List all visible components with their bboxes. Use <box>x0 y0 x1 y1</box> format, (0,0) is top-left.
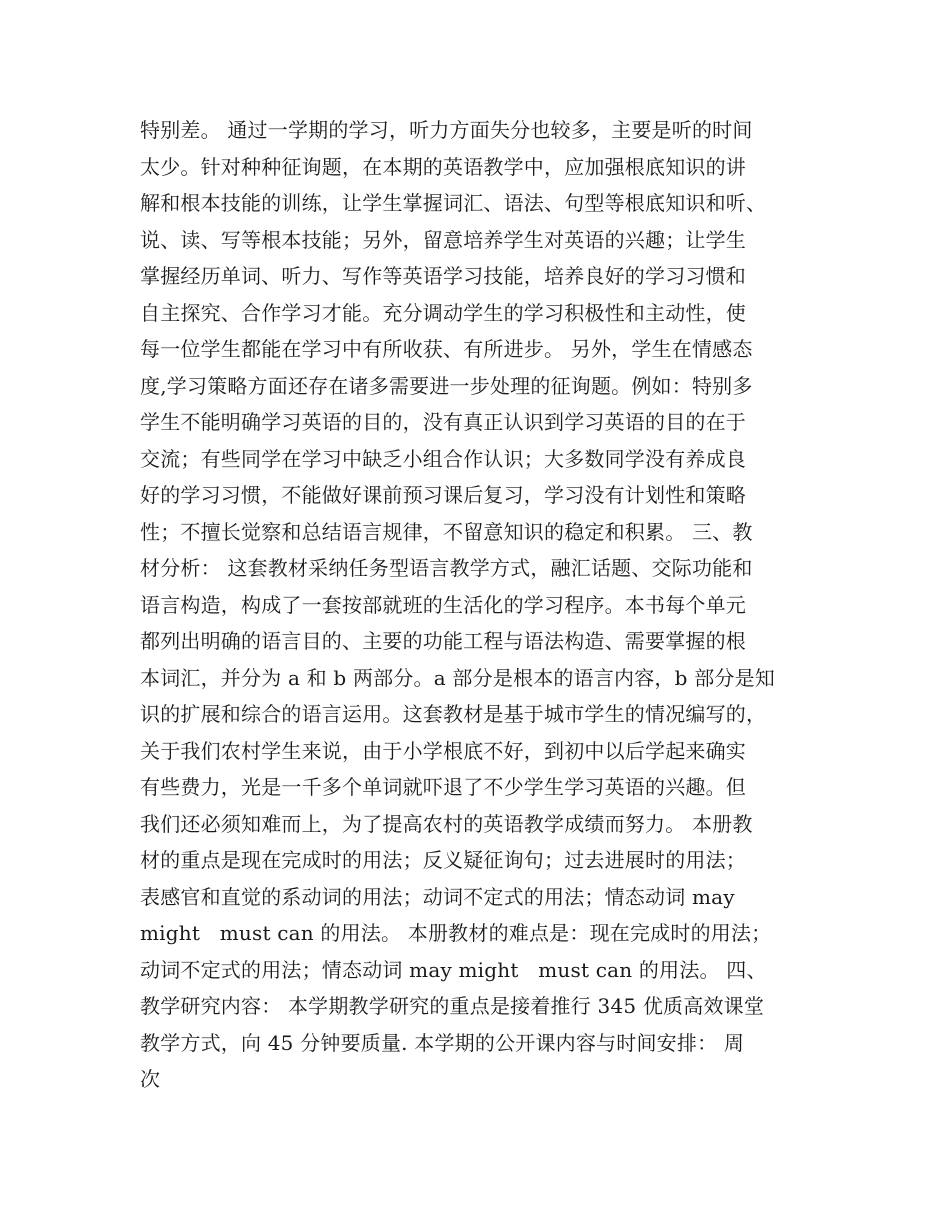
text-line: 关于我们农村学生来说，由于小学根底不好，到初中以后学起来确实 <box>140 738 746 763</box>
text-line: 好的学习习惯，不能做好课前预习课后复习，学习没有计划性和策略 <box>140 483 746 507</box>
text-line: 表感官和直觉的系动词的用法；动词不定式的用法；情态动词 may <box>140 884 735 909</box>
text-line: 教学方式，向 45 分钟要质量. 本学期的公开课内容与时间安排： 周 <box>140 1030 745 1055</box>
text-line: 太少。针对种种征询题，在本期的英语教学中，应加强根底知识的讲 <box>140 154 746 179</box>
text-line: 材分析： 这套教材采纳任务型语言教学方式，融汇话题、交际功能和 <box>140 556 753 580</box>
text-line: 次 <box>140 1067 161 1091</box>
text-line: might must can 的用法。 本册教材的难点是：现在完成时的用法； <box>140 921 772 945</box>
text-line: 每一位学生都能在学习中有所收获、有所进步。 另外，学生在情感态 <box>140 337 753 361</box>
text-line: 自主探究、合作学习才能。充分调动学生的学习积极性和主动性，使 <box>140 300 746 325</box>
text-line: 本词汇，并分为 a 和 b 两部分。a 部分是根本的语言内容，b 部分是知 <box>140 665 775 690</box>
body-text <box>140 112 820 1098</box>
text-line: 解和根本技能的训练，让学生掌握词汇、语法、句型等根底知识和听、 <box>140 191 767 215</box>
text-line: 特别差。 通过一学期的学习，听力方面失分也较多，主要是听的时间 <box>140 118 753 142</box>
text-line: 说、读、写等根本技能；另外，留意培养学生对英语的兴趣；让学生 <box>140 227 746 252</box>
text-line: 交流；有些同学在学习中缺乏小组合作认识；大多数同学没有养成良 <box>140 446 746 471</box>
text-line: 掌握经历单词、听力、写作等英语学习技能，培养良好的学习习惯和 <box>140 264 746 288</box>
text-line: 度,学习策略方面还存在诸多需要进一步处理的征询题。例如：特别多 <box>140 373 753 398</box>
text-line: 我们还必须知难而上，为了提高农村的英语教学成绩而努力。 本册教 <box>140 811 753 836</box>
text-line: 学生不能明确学习英语的目的，没有真正认识到学习英语的目的在于 <box>140 410 746 434</box>
text-line: 性；不擅长觉察和总结语言规律，不留意知识的稳定和积累。 三、教 <box>140 519 753 544</box>
text-line: 材的重点是现在完成时的用法；反义疑征询句；过去进展时的用法； <box>140 848 746 872</box>
text-line: 动词不定式的用法；情态动词 may might must can 的用法。 四、 <box>140 957 767 982</box>
text-line: 教学研究内容： 本学期教学研究的重点是接着推行 345 优质高效课堂 <box>140 994 765 1018</box>
text-line: 语言构造，构成了一套按部就班的生活化的学习程序。本书每个单元 <box>140 592 746 617</box>
text-line: 都列出明确的语言目的、主要的功能工程与语法构造、需要掌握的根 <box>140 629 746 653</box>
text-line: 识的扩展和综合的语言运用。这套教材是基于城市学生的情况编写的， <box>140 702 767 726</box>
text-line: 有些费力，光是一千多个单词就吓退了不少学生学习英语的兴趣。但 <box>140 775 746 799</box>
